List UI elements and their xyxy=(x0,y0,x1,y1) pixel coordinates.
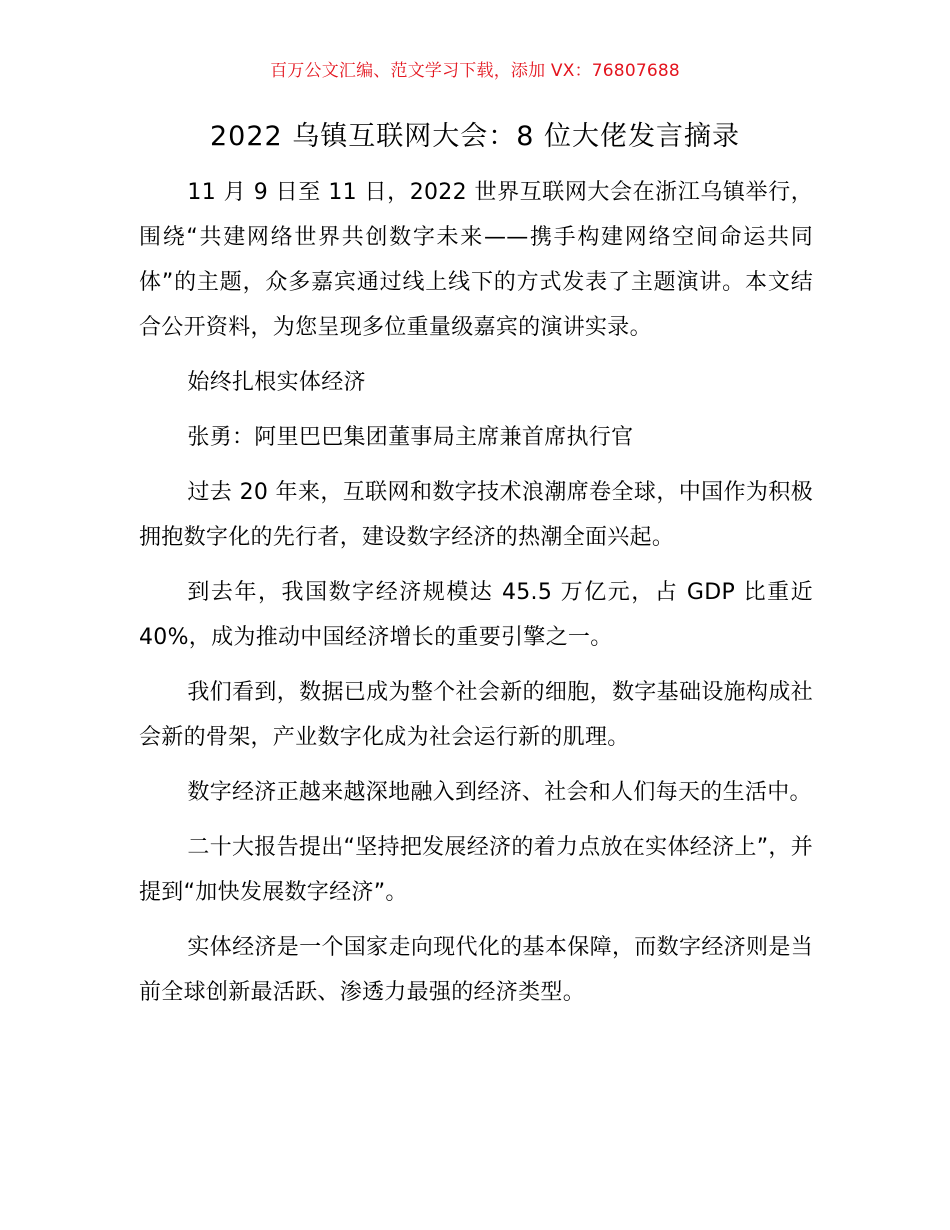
paragraph: 到去年，我国数字经济规模达 45.5 万亿元，占 GDP 比重近 40%，成为推动中国经济增长的重要引擎之一。 xyxy=(139,580,813,650)
document-body xyxy=(139,170,813,1025)
intro-paragraph: 11 月 9 日至 11 日，2022 世界互联网大会在浙江乌镇举行，围绕“共建网络世界共创数字未来——携手构建网络空间命运共同体”的主题，众多嘉宾通过线上线下的方式发表了主题演讲。本文结合公开资料，为您呈现多位重量级嘉宾的演讲实录。 xyxy=(139,180,813,340)
paragraph: 我们看到，数据已成为整个社会新的细胞，数字基础设施构成社会新的骨架，产业数字化成为社会运行新的肌理。 xyxy=(139,680,813,750)
section-heading: 始终扎根实体经济 xyxy=(187,370,366,395)
paragraph: 过去 20 年来，互联网和数字技术浪潮席卷全球，中国作为积极拥抱数字化的先行者，建设数字经济的热潮全面兴起。 xyxy=(139,480,813,550)
watermark-header: 百万公文汇编、范文学习下载，添加 VX：76807688 xyxy=(270,61,680,81)
paragraph: 二十大报告提出“坚持把发展经济的着力点放在实体经济上”，并提到“加快发展数字经济”。 xyxy=(139,835,813,905)
document-title: 2022 乌镇互联网大会：8 位大佬发言摘录 xyxy=(209,121,741,152)
paragraph: 数字经济正越来越深地融入到经济、社会和人们每天的生活中。 xyxy=(187,780,812,805)
paragraph: 实体经济是一个国家走向现代化的基本保障，而数字经济则是当前全球创新最活跃、渗透力最强的经济类型。 xyxy=(139,935,813,1005)
speaker-line: 张勇：阿里巴巴集团董事局主席兼首席执行官 xyxy=(187,425,634,450)
